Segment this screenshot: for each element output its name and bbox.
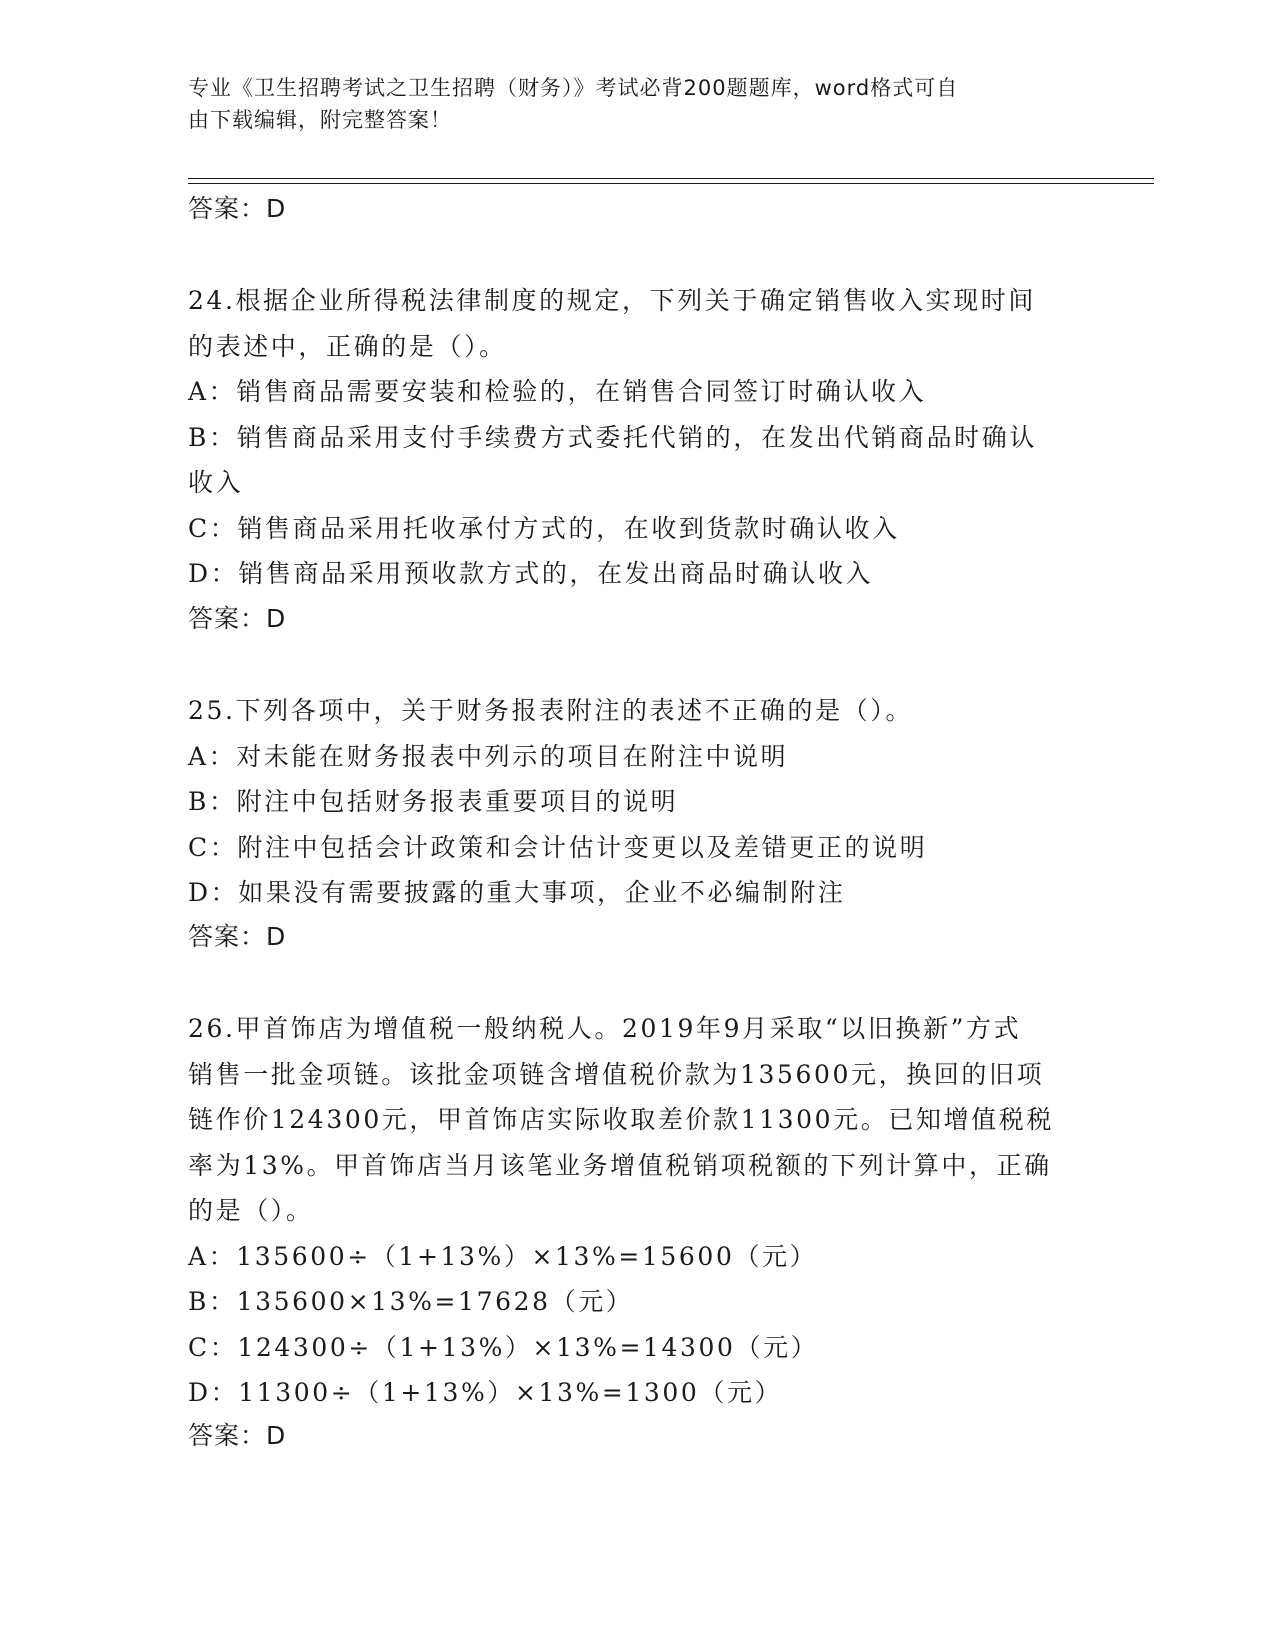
question-26-stem-line-4: 率为13%。甲首饰店当月该笔业务增值税销项税额的下列计算中，正确 [188,1150,1052,1180]
question-26-option-b: B：135600×13%=17628（元） [188,1287,634,1316]
header-divider-top [188,178,1154,179]
question-25-option-a: A：对未能在财务报表中列示的项目在附注中说明 [188,741,789,771]
question-24-stem-line-1: 24.根据企业所得税法律制度的规定，下列关于确定销售收入实现时间 [188,286,1036,315]
question-24-answer: 答案：D [188,604,287,633]
question-26-stem-line-5: 的是（）。 [188,1196,314,1225]
question-25-option-c: C：附注中包括会计政策和会计估计变更以及差错更正的说明 [188,832,928,862]
question-26 [188,1006,1078,1416]
question-24-stem-line-2: 的表述中，正确的是（）。 [188,331,507,361]
document-header [188,72,1068,136]
question-26-answer: 答案：D [188,1421,287,1450]
question-24-option-b-line-1: B：销售商品采用支付手续费方式委托代销的，在发出代销商品时确认 [188,422,1037,452]
question-25-option-d: D：如果没有需要披露的重大事项，企业不必编制附注 [188,878,846,907]
question-24-option-b-line-2: 收入 [188,468,244,497]
question-26-stem-line-3: 链作价124300元，甲首饰店实际收取差价款11300元。已知增值税税 [188,1105,1054,1134]
header-divider-bottom [188,183,1154,184]
question-26-option-d: D：11300÷（1+13%）×13%=1300（元） [188,1378,783,1407]
previous-answer: 答案：D [188,194,287,223]
header-line-1: 专业《卫生招聘考试之卫生招聘（财务）》考试必背200题题库，word格式可自 [188,76,959,100]
question-24 [188,278,1078,597]
question-26-stem-line-1: 26.甲首饰店为增值税一般纳税人。2019年9月采取“以旧换新”方式 [188,1014,1022,1043]
question-26-option-a: A：135600÷（1+13%）×13%=15600（元） [188,1241,818,1271]
question-24-option-a: A：销售商品需要安装和检验的，在销售合同签订时确认收入 [188,377,927,406]
question-25-stem: 25.下列各项中，关于财务报表附注的表述不正确的是（）。 [188,696,914,725]
question-25-answer: 答案：D [188,922,287,951]
question-24-option-c: C：销售商品采用托收承付方式的，在收到货款时确认收入 [188,513,900,543]
question-25-option-b: B：附注中包括财务报表重要项目的说明 [188,787,679,816]
question-25 [188,688,1078,916]
question-26-stem-line-2: 销售一批金项链。该批金项链含增值税价款为135600元，换回的旧项 [188,1059,1045,1089]
question-24-option-d: D：销售商品采用预收款方式的，在发出商品时确认收入 [188,559,874,588]
header-line-2: 由下载编辑，附完整答案！ [188,108,452,132]
question-26-option-c: C：124300÷（1+13%）×13%=14300（元） [188,1332,819,1362]
